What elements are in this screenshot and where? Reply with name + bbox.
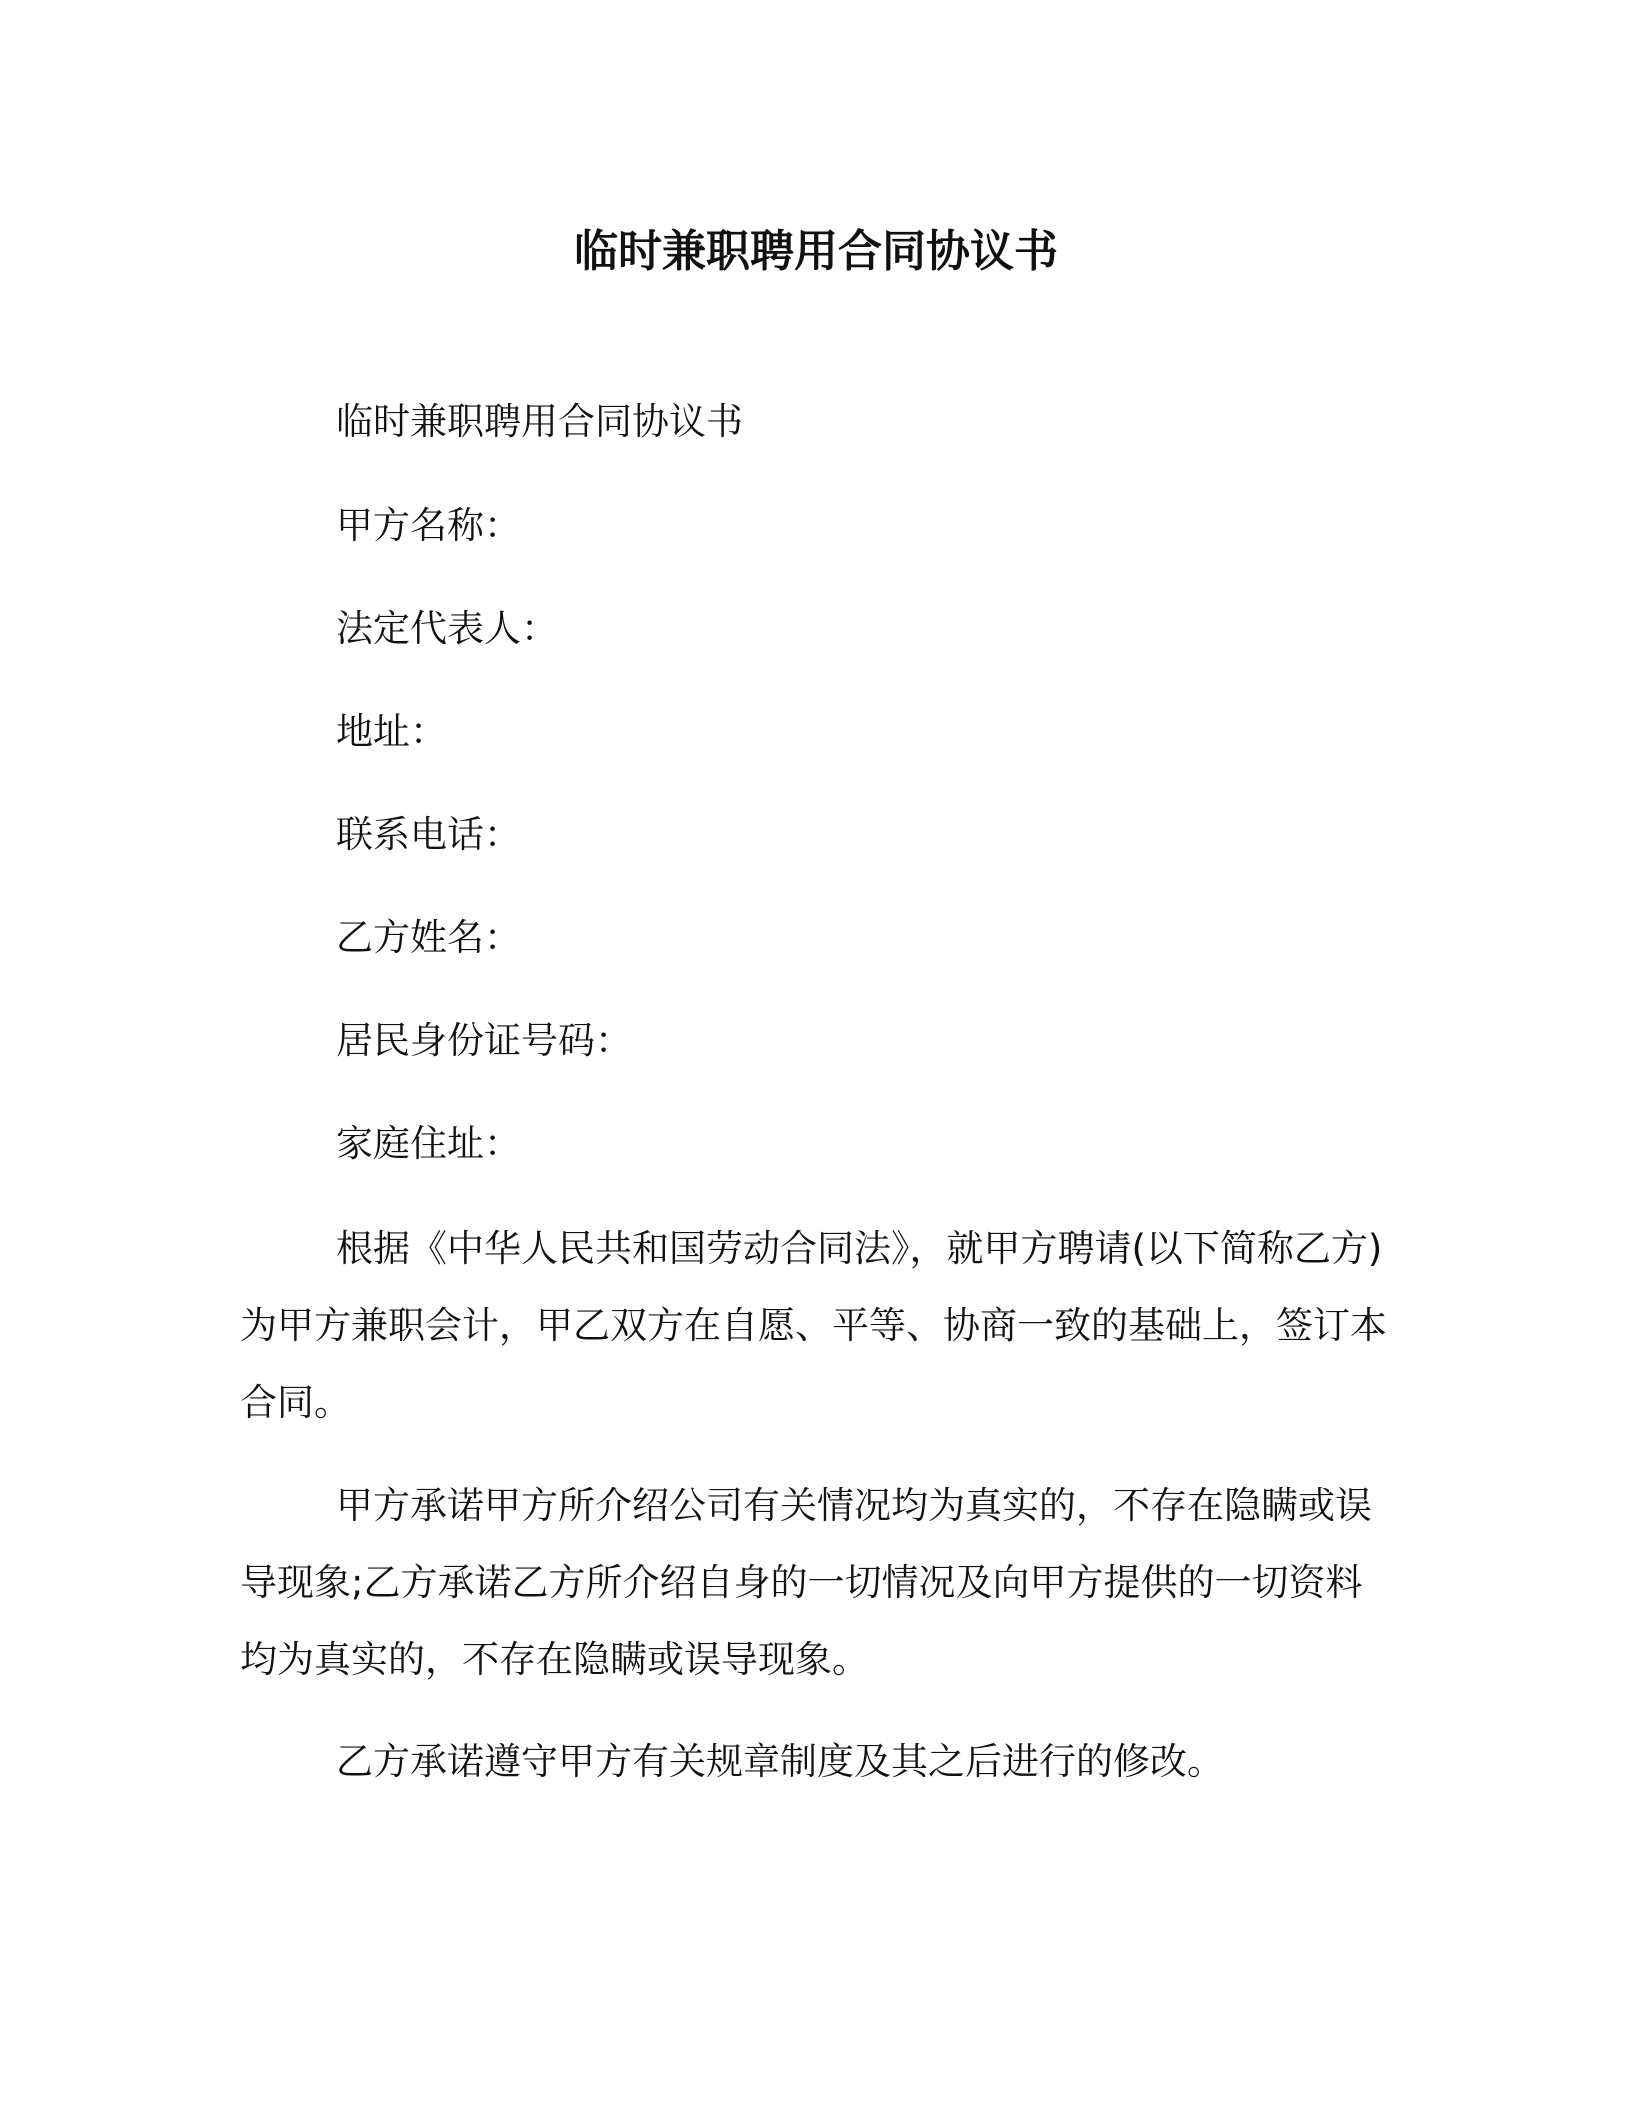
field-id-number: 居民身份证号码： <box>336 1019 632 1062</box>
paragraph-rules: 乙方承诺遵守甲方有关规章制度及其之后进行的修改。 <box>336 1740 1224 1783</box>
field-address: 地址： <box>336 710 447 753</box>
field-legal-representative: 法定代表人： <box>336 607 558 650</box>
field-home-address: 家庭住址： <box>336 1122 521 1165</box>
field-party-b-name: 乙方姓名： <box>336 916 521 959</box>
paragraph-commitment: 甲方承诺甲方所介绍公司有关情况均为真实的，不存在隐瞒或误导现象;乙方承诺乙方所介绍自身的一切情况及向甲方提供的一切资料均为真实的，不存在隐瞒或误导现象。 <box>240 1484 1372 1681</box>
field-party-a-name: 甲方名称： <box>336 504 521 547</box>
document-subtitle: 临时兼职聘用合同协议书 <box>336 400 743 443</box>
document-title: 临时兼职聘用合同协议书 <box>574 226 1058 277</box>
paragraph-basis: 根据《中华人民共和国劳动合同法》，就甲方聘请(以下简称乙方)为甲方兼职会计，甲乙双方在自愿、平等、协商一致的基础上，签订本合同。 <box>240 1227 1387 1424</box>
field-phone: 联系电话： <box>336 813 521 856</box>
